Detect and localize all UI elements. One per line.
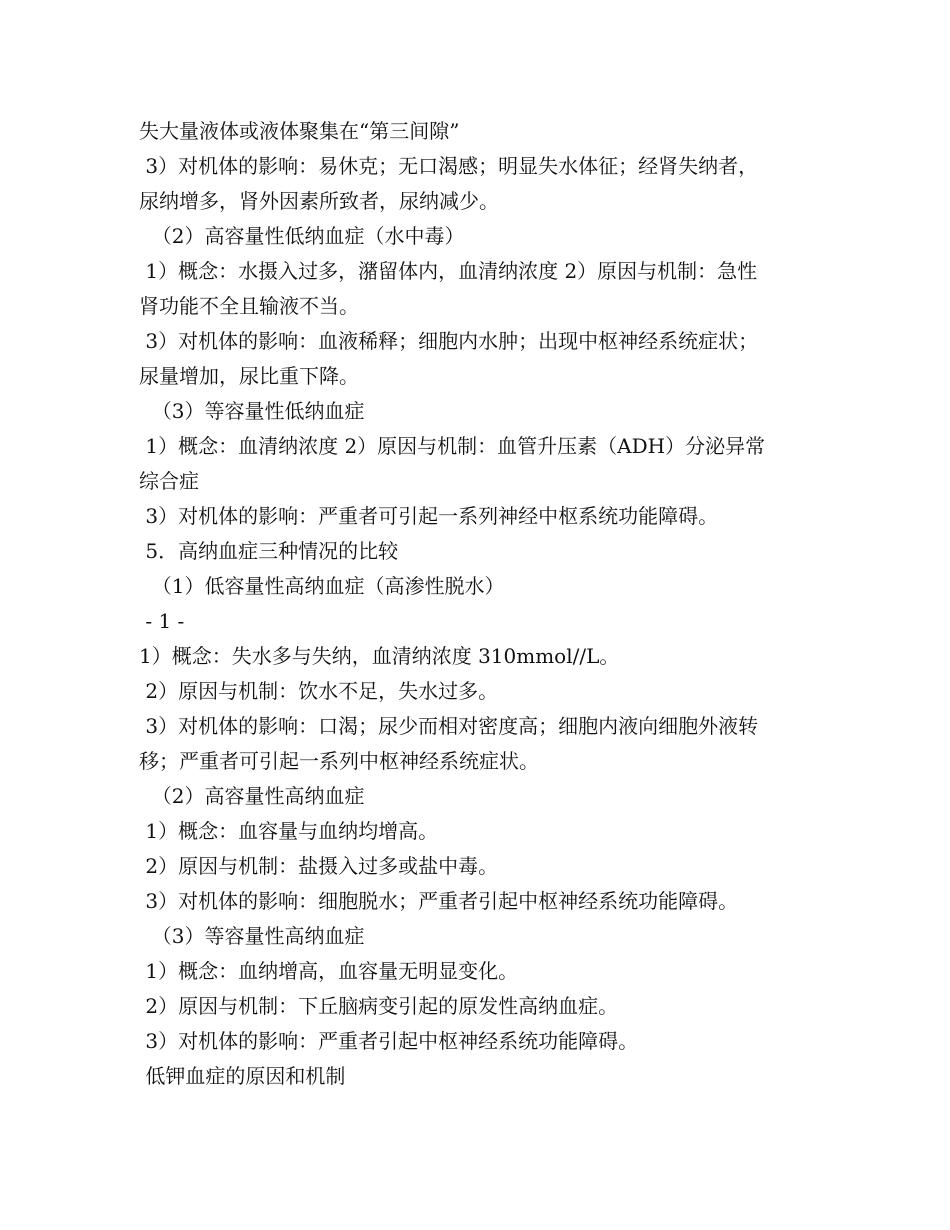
page-number: - 1 - [139, 609, 185, 633]
text-line: 1）概念：血清纳浓度 2）原因与机制：血管升压素（ADH）分泌异常 [139, 434, 766, 458]
text-line: 3）对机体的影响：血液稀释；细胞内水肿；出现中枢神经系统症状； [139, 329, 759, 353]
text-line: 移；严重者可引起一系列中枢神经系统症状。 [139, 749, 539, 773]
text-line: 1）概念：水摄入过多，潴留体内，血清纳浓度 2）原因与机制：急性 [139, 259, 758, 283]
text-line: 2）原因与机制：下丘脑病变引起的原发性高纳血症。 [139, 994, 619, 1018]
document-page [139, 114, 819, 1094]
text-line: 1）概念：失水多与失纳，血清纳浓度 310mmol//L。 [139, 644, 620, 668]
section-heading: 低钾血症的原因和机制 [139, 1064, 346, 1088]
section-heading: （3）等容量性低纳血症 [139, 399, 365, 423]
text-line: 失大量液体或液体聚集在“第三间隙” [139, 119, 460, 143]
text-line: 1）概念：血容量与血纳均增高。 [139, 819, 439, 843]
text-line: 3）对机体的影响：严重者引起中枢神经系统功能障碍。 [139, 1029, 639, 1053]
text-line: 2）原因与机制：饮水不足，失水过多。 [139, 679, 499, 703]
text-line: 肾功能不全且输液不当。 [139, 294, 359, 318]
text-line: 3）对机体的影响：严重者可引起一系列神经中枢系统功能障碍。 [139, 504, 719, 528]
section-heading: （2）高容量性低纳血症（水中毒） [139, 224, 465, 248]
text-line: 3）对机体的影响：细胞脱水；严重者引起中枢神经系统功能障碍。 [139, 889, 739, 913]
text-line: 1）概念：血纳增高，血容量无明显变化。 [139, 959, 519, 983]
section-heading: （3）等容量性高纳血症 [139, 924, 365, 948]
section-heading: （2）高容量性高纳血症 [139, 784, 365, 808]
section-heading: （1）低容量性高纳血症（高渗性脱水） [139, 574, 505, 598]
text-line: 3）对机体的影响：易休克；无口渴感；明显失水体征；经肾失纳者， [139, 154, 759, 178]
text-line: 3）对机体的影响：口渴；尿少而相对密度高；细胞内液向细胞外液转 [139, 714, 759, 738]
text-line: 综合症 [139, 469, 199, 493]
section-heading: 5．高纳血症三种情况的比较 [139, 539, 399, 563]
text-line: 尿纳增多，肾外因素所致者，尿纳减少。 [139, 189, 499, 213]
text-line: 尿量增加，尿比重下降。 [139, 364, 359, 388]
text-line: 2）原因与机制：盐摄入过多或盐中毒。 [139, 854, 499, 878]
